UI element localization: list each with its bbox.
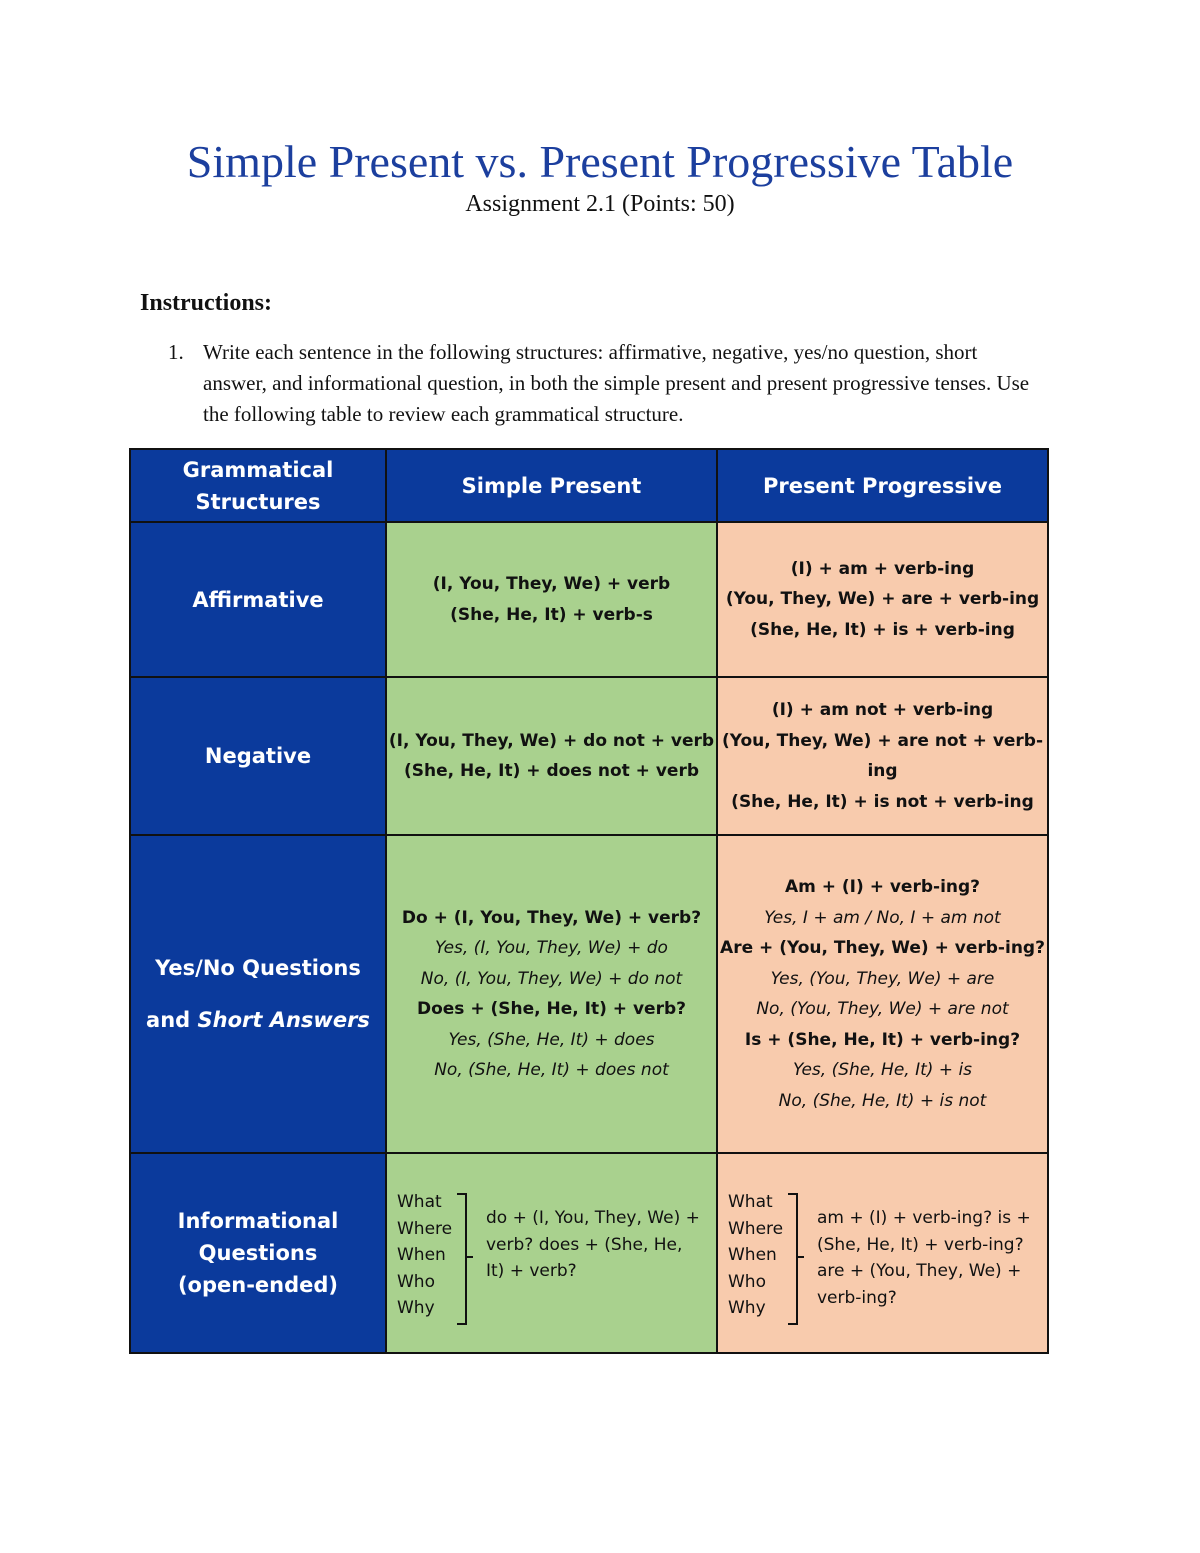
negative-simple-cell	[386, 677, 717, 835]
affirmative-simple-cell	[386, 522, 717, 677]
yes-no-progressive-line: No, (You, They, We) + are not	[756, 999, 1009, 1019]
instructions-heading: Instructions:	[140, 290, 273, 316]
negative-progressive-line: (I) + am not + verb-ing	[771, 700, 994, 720]
instruction-item	[140, 337, 1030, 430]
right-bracket-icon	[457, 1193, 467, 1325]
header-grammatical-structures	[130, 449, 386, 522]
affirmative-simple-line: (I, You, They, We) + verb	[432, 574, 671, 594]
row-label-negative: Negative	[130, 677, 386, 835]
row-label-informational	[130, 1153, 386, 1353]
informational-simple-text: do + (I, You, They, We) + verb? does + (She, He, It) + verb?	[486, 1208, 700, 1281]
wh-word-list	[397, 1189, 452, 1322]
negative-progressive-line: (She, He, It) + is not + verb-ing	[731, 791, 1034, 812]
header-present-progressive: Present Progressive	[717, 449, 1048, 522]
wh-word: What	[397, 1192, 442, 1212]
yes-no-simple-line: No, (I, You, They, We) + do not	[420, 968, 683, 989]
instruction-list	[140, 337, 1030, 430]
yes-no-simple-line: Yes, (She, He, It) + does	[448, 1029, 655, 1050]
yes-no-progressive-line: Yes, (She, He, It) + is	[792, 1060, 973, 1080]
yes-no-simple-line: Does + (She, He, It) + verb?	[416, 999, 686, 1019]
row-yes-no-questions	[130, 835, 1048, 1153]
right-bracket-icon	[788, 1193, 798, 1325]
bracket-tick-icon	[798, 1256, 804, 1258]
yes-no-label-line2	[131, 994, 385, 1046]
yes-no-progressive-line: Are + (You, They, We) + verb-ing?	[720, 938, 1045, 958]
yes-no-simple-line: Yes, (I, You, They, We) + do	[435, 938, 668, 958]
yes-no-progressive-line: No, (She, He, It) + is not	[778, 1090, 987, 1111]
yes-no-progressive-line: Yes, (You, They, We) + are	[770, 968, 995, 989]
wh-word: Where	[397, 1218, 453, 1239]
informational-label-line1: Informational	[177, 1209, 339, 1233]
wh-word-list	[728, 1189, 783, 1322]
header-structures-line1: Grammatical	[182, 457, 334, 482]
row-affirmative	[130, 522, 1048, 677]
wh-word: Why	[397, 1298, 435, 1318]
affirmative-simple-line: (She, He, It) + verb-s	[450, 604, 653, 625]
negative-progressive-line: ing	[867, 761, 898, 781]
row-label-affirmative: Affirmative	[130, 522, 386, 677]
yes-no-label-line1: Yes/No Questions	[155, 956, 361, 980]
negative-progressive-cell	[717, 677, 1048, 835]
wh-word: When	[728, 1245, 777, 1265]
informational-simple-wrap	[387, 1155, 716, 1351]
informational-progressive-cell	[717, 1153, 1048, 1353]
wh-word: Who	[397, 1271, 435, 1292]
table-header-row	[130, 449, 1048, 522]
header-simple-present: Simple Present	[386, 449, 717, 522]
grammar-table	[129, 448, 1049, 1354]
wh-word: What	[728, 1192, 773, 1212]
row-label-yes-no	[130, 835, 386, 1153]
negative-progressive-line: (You, They, We) + are not + verb-	[721, 730, 1044, 751]
yes-no-label-italic: Short Answers	[197, 1008, 370, 1032]
affirmative-progressive-line: (I) + am + verb-ing	[790, 558, 975, 579]
negative-simple-line: (She, He, It) + does not + verb	[403, 761, 700, 781]
informational-simple-cell	[386, 1153, 717, 1353]
row-informational	[130, 1153, 1048, 1353]
informational-label-line3: (open-ended)	[177, 1273, 339, 1297]
yes-no-progressive-line: Yes, I + am / No, I + am not	[764, 907, 1001, 928]
instruction-text: Write each sentence in the following structures: affirmative, negative, yes/no question, short answer, and informational question, in both the simple present and present progressive tenses. Use the following table to review each grammatical structure.	[203, 340, 1030, 426]
yes-no-simple-line: Do + (I, You, They, We) + verb?	[401, 907, 702, 928]
header-structures-line2: Structures	[195, 489, 321, 514]
informational-progressive-text: am + (I) + verb-ing? is + (She, He, It) + verb-ing? are + (You, They, We) + verb-ing?	[817, 1208, 1031, 1308]
negative-simple-line: (I, You, They, We) + do not + verb	[388, 730, 715, 751]
wh-word: Why	[728, 1298, 766, 1318]
instruction-number: 1.	[168, 340, 184, 364]
informational-label-line2: Questions	[198, 1241, 318, 1265]
informational-progressive-wrap	[718, 1155, 1047, 1351]
yes-no-progressive-cell	[717, 835, 1048, 1153]
yes-no-progressive-line: Is + (She, He, It) + verb-ing?	[744, 1029, 1021, 1050]
wh-word: When	[397, 1245, 446, 1265]
yes-no-simple-cell	[386, 835, 717, 1153]
document-title: Simple Present vs. Present Progressive Table	[186, 136, 1014, 187]
yes-no-progressive-line: Am + (I) + verb-ing?	[784, 877, 981, 897]
yes-no-simple-line: No, (She, He, It) + does not	[434, 1060, 669, 1080]
row-negative	[130, 677, 1048, 835]
document-subtitle: Assignment 2.1 (Points: 50)	[465, 191, 735, 217]
bracket-tick-icon	[467, 1256, 473, 1258]
affirmative-progressive-cell	[717, 522, 1048, 677]
wh-word: Where	[728, 1218, 784, 1239]
affirmative-progressive-line: (She, He, It) + is + verb-ing	[750, 619, 1015, 640]
affirmative-progressive-line: (You, They, We) + are + verb-ing	[725, 589, 1040, 610]
yes-no-label-prefix: and	[146, 1008, 198, 1032]
wh-word: Who	[728, 1271, 766, 1292]
